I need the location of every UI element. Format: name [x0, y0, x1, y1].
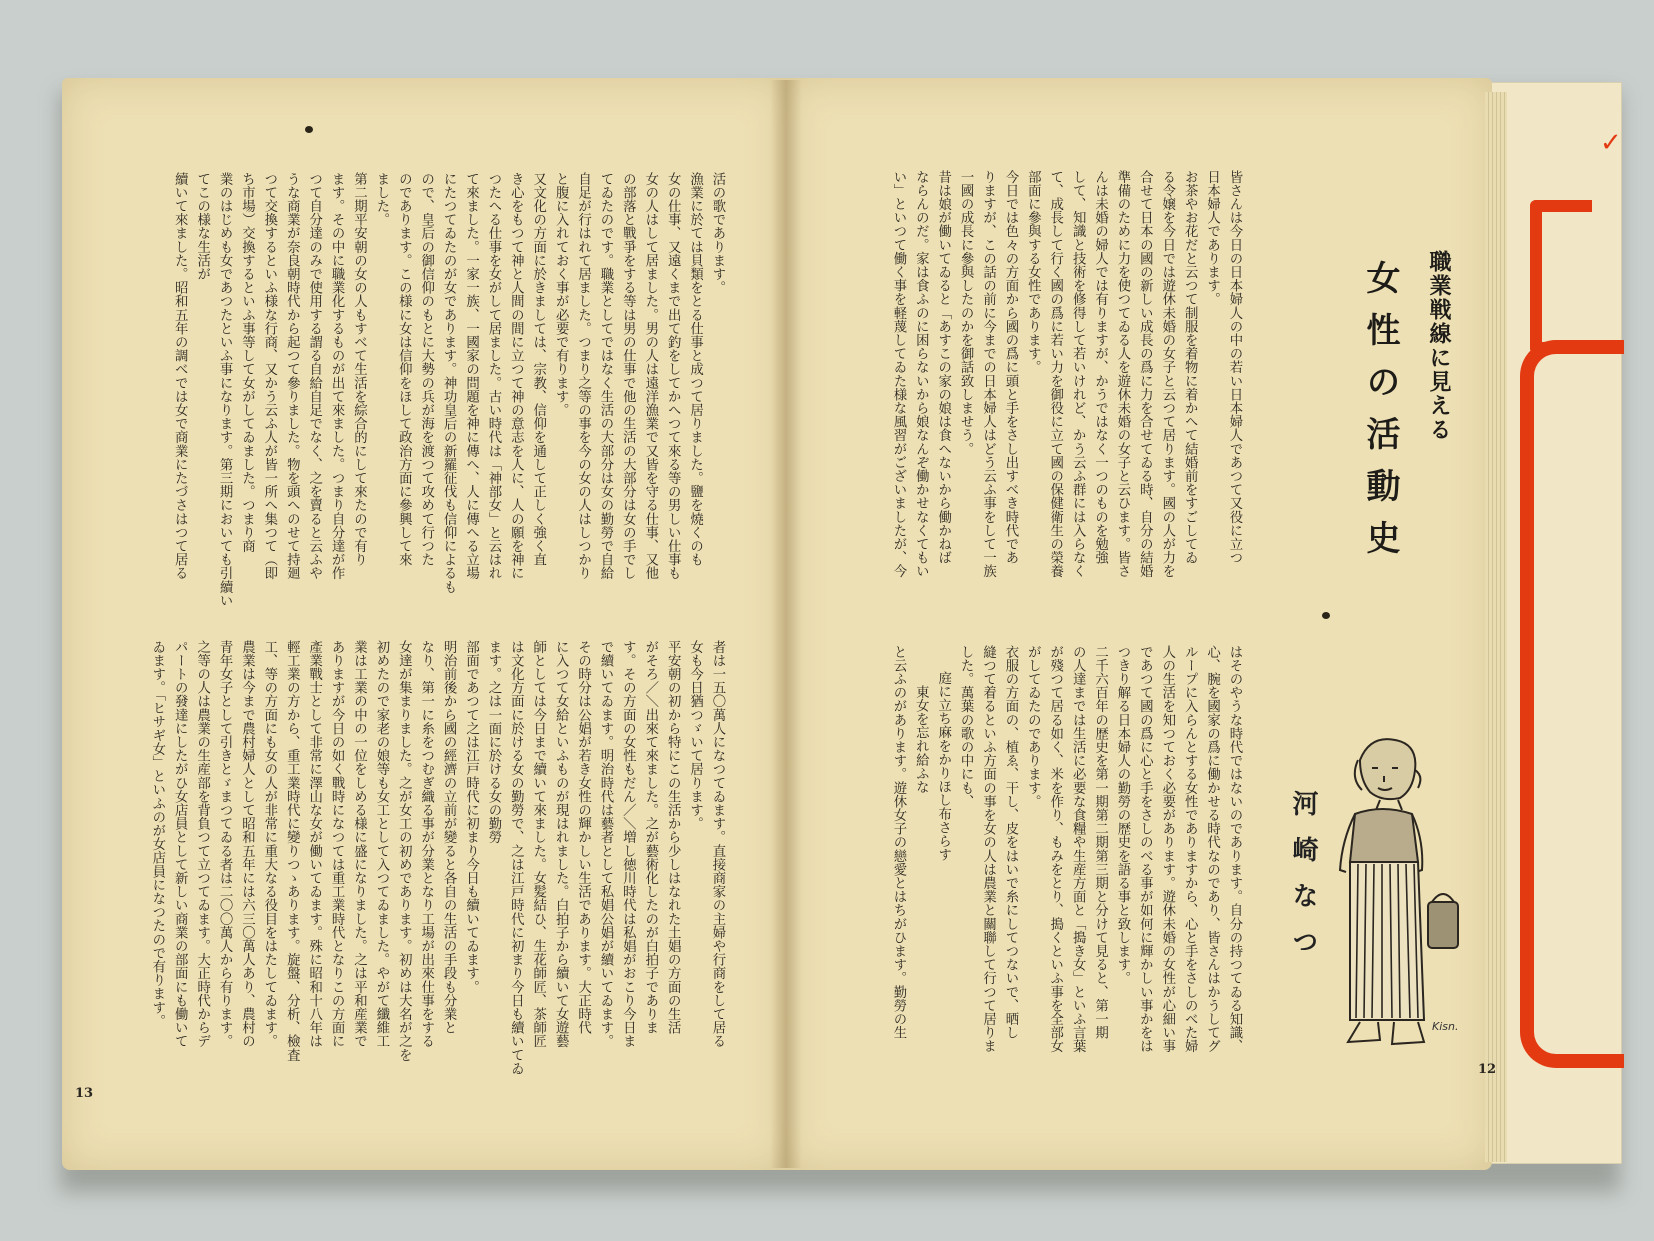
- text-column: 女も今日猶つゞいて居ります。: [687, 640, 703, 831]
- text-column: つきり解る日本婦人の勤勞の歴史を語る事と致します。: [1114, 645, 1130, 985]
- poem-line: 東女を忘れ給ふな: [913, 685, 929, 794]
- text-column: る令嬢を今日では遊休未婚の女子と云つて居ります。國の人が力を: [1159, 170, 1175, 578]
- ink-dot: [305, 126, 313, 133]
- text-column: と云ふのがあります。遊休女子の戀愛とはちがひます。勤勞の生: [890, 645, 906, 1040]
- article-heading: [1325, 230, 1455, 660]
- text-column: ならんのだ。家は食ふのに困らないから娘なんぞ働かせなくてもい: [913, 170, 929, 578]
- text-column: にたつてゐたのが女であります。神功皇后の新羅征伐も信仰によるも: [441, 172, 457, 594]
- left-page-lower-text: [110, 640, 728, 1085]
- right-page-upper-text: [845, 170, 1245, 590]
- text-column: と腹に入れておく事が必要で有ります。: [553, 172, 569, 417]
- text-column: ました。: [373, 172, 389, 227]
- text-column: パートの發達にしたがひ女店員として新しい商業の部面にも働いて: [172, 640, 188, 1048]
- text-column: 準備のために力を使つてゐる人を遊休未婚の女子と云ひます。皆さ: [1114, 170, 1130, 578]
- text-column: 漁業に於ては貝類をとる仕事と成つて居りました。鹽を燒くのも: [687, 172, 703, 567]
- text-column: つて自分達のみで使用する謂る自給自足でなく、之を賣ると云ふや: [306, 172, 322, 580]
- text-column: 者は一五〇萬人になつてゐます。直接商家の主婦や行商をして居る: [710, 640, 725, 1048]
- text-column: 輕工業の方から、重工業時代に變りつゝあります。旋盤、分析、檢査: [284, 640, 300, 1062]
- poem-line: 庭に立ち麻をかりほし布さらす: [935, 671, 951, 862]
- text-column: 工、等の方面にも女の人が非常に重大なる役目をはたしてゐます。: [261, 640, 277, 1048]
- text-column: ます。その中に職業化するものが出て來ました。つまり自分達が作: [329, 172, 345, 580]
- text-column: 又文化の方面に於きましては、宗教、信仰を通して正しく強く直: [530, 172, 546, 567]
- page-number-left: 13: [75, 1086, 94, 1101]
- red-cover-frame-top: [1530, 200, 1592, 354]
- text-column: 自足が行はれて居ました。つまり之等の事を今の女の人はしつかり: [575, 172, 591, 580]
- text-column: 二千六百年の歴史を第一期第二期第三期と分けて見ると、第一期: [1092, 645, 1108, 1040]
- text-column: 明治前後から國の經濟の立前が變ると各自の生活の手段も分業と: [441, 640, 457, 1035]
- text-column: い」といつて働く事を軽蔑してゐた様な風習がございましたが、今: [890, 170, 906, 578]
- text-column: て來ました。一家一族、一國家の問題を神に傳へ、人に傳へる立場: [463, 172, 479, 580]
- text-column: して、知識と技術を修得して若いけれど、かう云ふ群には入らなく: [1070, 170, 1086, 578]
- text-column: 部面に參與する女性であります。: [1025, 170, 1041, 374]
- text-column: 產業戰士として非常に澤山な女が働いてゐます。殊に昭和十八年は: [306, 640, 322, 1048]
- text-column: す。その方面の女性もだん／＼増し徳川時代は私娼がおこり今日ま: [620, 640, 636, 1048]
- text-column: ゐます。「ヒサギ女」といふのが女店員になつたので有ります。: [149, 640, 165, 1028]
- text-column: て、成長して行く國の爲に若い力を御役に立て國の保健衛生の榮養: [1047, 170, 1063, 578]
- text-column: は文化方面に於ける女の勤勞で、之は江戸時代に初まり今日も續いてゐます。之は一面に於ける女の勤勞: [485, 640, 524, 1076]
- text-column: 昔は娘が働いてゐると「あすこの家の娘は食へないから働かねば: [935, 170, 951, 565]
- text-column: 日本婦人であります。: [1204, 170, 1220, 306]
- text-column: つたへる仕事を女がして居ました。古い時代は「神部女」と云はれ: [485, 172, 501, 580]
- text-column: が殘つて居る如く、米を作り、もみをとり、搗くといふ事を全部女: [1047, 645, 1063, 1053]
- text-column: 女の仕事、又遠くまで出て釣をしてかへつて來る等の男しい仕事も: [665, 172, 681, 580]
- text-column: のであります。この様に女は信仰をほして政治方面に參興して來: [396, 172, 412, 567]
- text-column: 女の人はして居ました。男の人は遠洋漁業で又皆を守る仕事、又他: [642, 172, 658, 580]
- text-column: 一國の成長に參與したのかを御話致しませう。: [958, 170, 974, 456]
- text-column: であつて國の爲に心と手をさしのべる事が如何に輝かしい事かをは: [1137, 645, 1153, 1053]
- book-gutter: [770, 80, 802, 1168]
- text-column: ち市場）交換するといふ事等して女がしてゐました。つまり商: [239, 172, 255, 553]
- text-column: 續いて來ました。昭和五年の調べでは女で商業にたづさはつて居る: [172, 172, 188, 580]
- text-column: で續いてゐます。明治時代は藝者として私娼公娼が續いてゐます。: [597, 640, 613, 1048]
- text-column: お茶やお花だと云つて制服を着物に着かへて結婚前をすごしてゐ: [1182, 170, 1198, 565]
- right-page-lower-text: [845, 645, 1245, 1085]
- text-column: ループに入らんとする女性でありますから、心と手をさしのべた婦: [1182, 645, 1198, 1053]
- text-column: き心をもつて神と人間の間に立つて神の意志を人に、人の願を神に: [508, 172, 524, 580]
- red-cover-frame: [1520, 340, 1624, 1068]
- red-cover-mark: ✓: [1600, 128, 1622, 158]
- page-edges: [1485, 92, 1507, 1162]
- text-column: 業は工業の中の一位をしめる様に盛になりました。之は平和産業で: [351, 640, 367, 1048]
- page-number-right: 12: [1478, 1062, 1497, 1077]
- illustration-signature: Kisn.: [1432, 1020, 1459, 1033]
- text-column: に入つて女給といふものが現はれました。白拍子から續いて女遊藝: [553, 640, 569, 1048]
- text-column: りますが、この話の前に今までの日本婦人はどう云ふ事をして一族: [980, 170, 996, 578]
- text-column: 師としては今日まで續いて來ました。女髪結ひ、生花師匠、茶師匠: [530, 640, 546, 1048]
- text-column: 部面であつて之は江戸時代に初まり今日も續いてゐます。: [463, 640, 479, 994]
- text-column: なり、第一に糸をつむぎ織る事が分業となり工場が出來仕事をする: [418, 640, 434, 1048]
- text-column: 青年女子として引きとゞまつてゐる者は二〇〇萬人から有ります。: [217, 640, 233, 1048]
- text-column: の部落と戰爭をする等は男の仕事で他の生活の大部分は女の手でし: [620, 172, 636, 580]
- text-column: 縫つて着るといふ方面の事を女の人は農業と關聯して行つて居りま: [980, 645, 996, 1053]
- text-column: うな商業が奈良朝時代から起つて參りました。物を頭へのせて持廻: [284, 172, 300, 580]
- text-column: ありますが今日の如く戰時になつては重工業時代となりこの方面に: [329, 640, 345, 1048]
- ink-dot: [1322, 612, 1330, 619]
- text-column: 業のはじめも女であつたといふ事になります。第三期においても引續いてこの様な生活が: [194, 172, 233, 608]
- text-column: つて交換するといふ様な行商、又かう云ふ人が皆一所へ集つて（即: [261, 172, 277, 580]
- left-page-upper-text: [110, 172, 728, 612]
- article-title: 女性の活動史: [1360, 260, 1400, 572]
- text-column: がそろ／＼出來て來ました。之が藝術化したのが白拍子でありま: [642, 640, 658, 1035]
- text-column: はそのやうな時代ではないのであります。自分の持つてゐる知識、: [1227, 645, 1242, 1053]
- text-column: 初めたので家老の娘等も女工として入つてゐました。やがて纖維工: [373, 640, 389, 1048]
- woman-illustration: [1320, 730, 1465, 1070]
- text-column: 活の歌であります。: [710, 172, 725, 295]
- text-column: 之等の人は農業の生産部を背負つて立つてゐます。大正時代からデ: [194, 640, 210, 1048]
- text-column: てゐたのです。職業としてではなく生活の大部分は女の勤勞で自給: [597, 172, 613, 580]
- text-column: その時分は公娼が若き女性の輝かしい生活であります。大正時代: [575, 640, 591, 1035]
- text-column: 農業は今まで農村婦人として昭和五年には六三〇萬人あり、農村の: [239, 640, 255, 1048]
- text-column: 女達が集まりました。之が女工の初めであります。初めは大名が之を: [396, 640, 412, 1062]
- text-column: 合せて日本の國の新しい成長の爲に力を合せてゐる時、自分の結婚: [1137, 170, 1153, 578]
- article-subtitle: 職業戦線に見える: [1426, 250, 1452, 442]
- text-column: 今日では色々の方面から國の爲に頭と手をさし出すべき時代であ: [1002, 170, 1018, 565]
- author-name: 河崎なつ: [1288, 790, 1318, 974]
- text-column: んは未婚の婦人では有りますが、かうではなく一つのものを勉強: [1092, 170, 1108, 565]
- text-column: 第二期平安朝の女の人もすべて生活を綜合的にして來たので有り: [351, 172, 367, 567]
- text-column: の人達までは生活に必要な食糧や生産方面と「搗き女」といふ言葉: [1070, 645, 1086, 1053]
- text-column: がしてゐたのであります。: [1025, 645, 1041, 809]
- text-column: ので、皇后の御信仰のもとに大勢の兵が海を渡つて攻めて行つた: [418, 172, 434, 567]
- text-column: 衣服の方面の、植ゑ、干し、皮をはいで糸にしてつないで、晒し: [1002, 645, 1018, 1040]
- text-column: 人の生活を知つておく必要があります。遊休未婚の女性が心細い事: [1159, 645, 1175, 1053]
- text-column: した。萬葉の歌の中にも、: [958, 645, 974, 809]
- text-column: 皆さんは今日の日本婦人の中の若い日本婦人であつて又役に立つ: [1227, 170, 1242, 565]
- text-column: 心、腕を國家の爲に働かせる時代なのであり、皆さんはかうしてグ: [1204, 645, 1220, 1053]
- text-column: 平安朝の初から特にこの生活から少しはなれた土娼の方面の生活: [665, 640, 681, 1035]
